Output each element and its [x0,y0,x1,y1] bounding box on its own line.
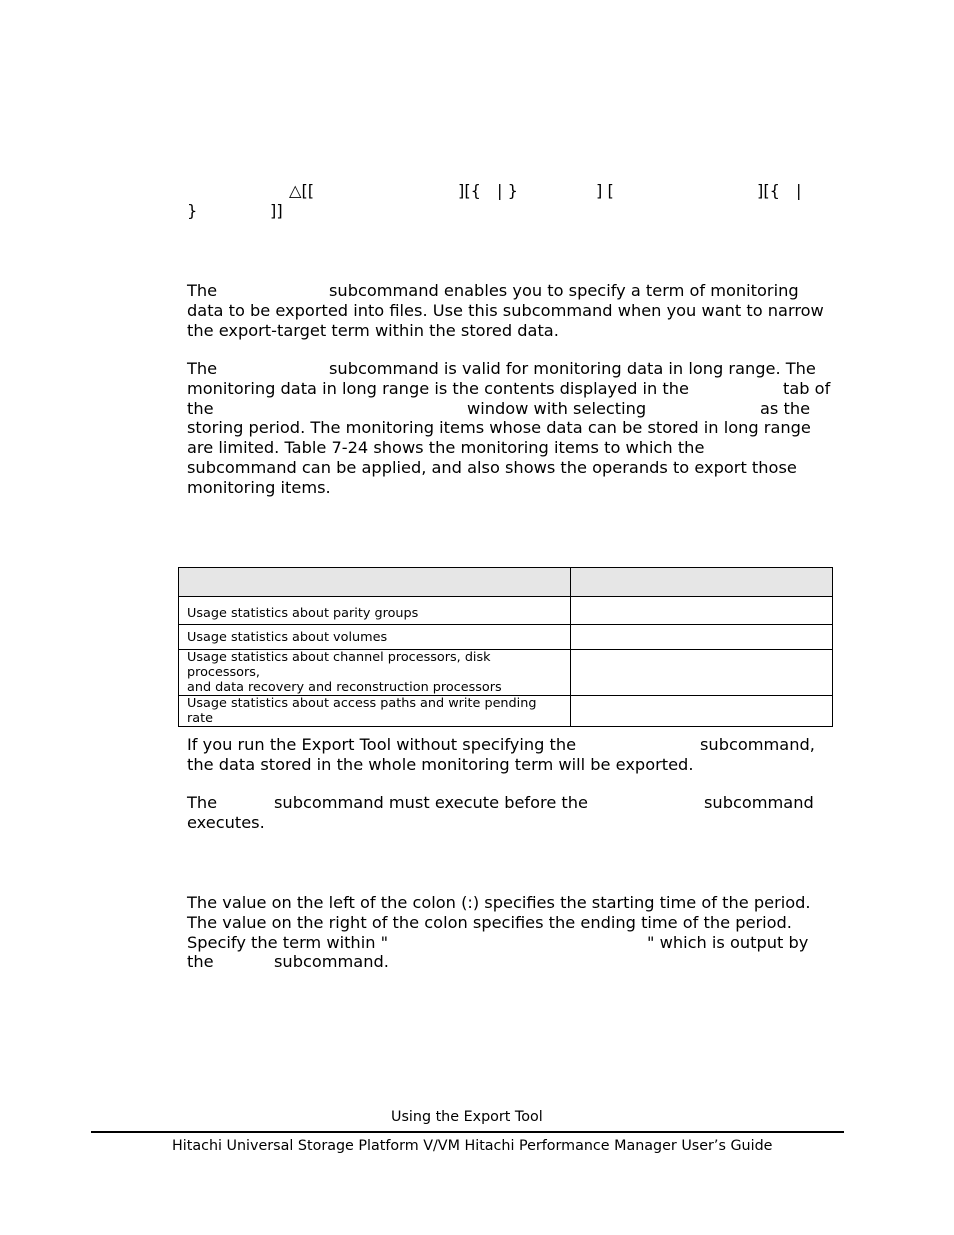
text-line [187,399,847,419]
text-segment: tab of [783,378,831,398]
table-row [179,650,833,696]
text-segment: Specify the term within " [187,932,389,952]
table-row [179,625,833,650]
text-segment: are limited. Table 7-24 shows the monitoring items to which the [187,438,705,458]
text-line [187,913,847,933]
syntax-separator: ][{ [458,181,481,200]
text-segment: The [187,793,218,812]
text-line [187,933,847,953]
text-segment: The value on the right of the colon specifies the ending time of the period. [187,912,792,932]
table-cell-operand [571,650,833,696]
text-line [187,893,847,913]
text-segment: the data stored in the whole monitoring term will be exported. [187,754,694,774]
text-segment: the [187,398,214,418]
monitoring-items-table [178,567,833,727]
description-paragraph-2 [187,359,847,498]
table-row [179,597,833,625]
text-segment: monitoring items. [187,477,331,497]
text-line [187,813,847,833]
text-line [187,478,847,498]
table-cell-operand [571,625,833,650]
description-paragraph-1 [187,281,847,340]
footer-section-title: Using the Export Tool [391,1109,543,1125]
text-segment: subcommand enables you to specify a term of monitoring [329,281,799,300]
footer-divider [91,1131,844,1133]
table-cell-item: Usage statistics about volumes [179,625,571,650]
text-segment: window with selecting [467,398,647,418]
text-segment: data to be exported into files. Use this subcommand when you want to narrow [187,300,824,320]
text-line [187,793,847,813]
syntax-separator: ][{ [757,181,780,200]
table-header-cell-operand [571,568,833,597]
table-cell-line: and data recovery and reconstruction processors [187,680,502,695]
note-paragraph-1 [187,735,847,775]
text-line [187,438,847,458]
note-paragraph-2 [187,793,847,833]
table-cell-operand [571,597,833,625]
syntax-separator: | [796,181,802,200]
text-line [187,301,847,321]
text-segment: executes. [187,812,265,832]
text-line [187,359,847,379]
text-segment: subcommand must execute before the [274,793,588,812]
text-segment: The [187,281,218,300]
text-segment: storing period. The monitoring items whose data can be stored in long range [187,418,811,438]
text-line [187,458,847,478]
text-line [187,321,847,341]
syntax-open-bracket: △[[ [289,181,315,200]
table-header-row [179,568,833,597]
syntax-separator: | } [497,181,518,200]
text-line [187,735,847,755]
text-segment: subcommand. [274,952,389,972]
text-segment: The [187,359,218,378]
text-segment: the export-target term within the stored data. [187,320,559,340]
text-segment: subcommand, [700,735,815,754]
table-cell-item: Usage statistics about parity groups [179,597,571,625]
text-segment: The value on the left of the colon (:) specifies the starting time of the period. [187,893,811,912]
table-header-cell-item [179,568,571,597]
table-cell-line: Usage statistics about channel processors, disk processors, [187,650,491,680]
text-line [187,755,847,775]
text-line [187,952,847,972]
text-segment: monitoring data in long range is the contents displayed in the [187,378,689,398]
text-line [187,281,847,301]
text-segment: If you run the Export Tool without specifying the [187,735,577,754]
table-row [179,696,833,727]
text-segment: subcommand is valid for monitoring data in long range. The [329,359,816,378]
text-line [187,418,847,438]
operand-paragraph [187,893,847,972]
syntax-separator: ] [ [596,181,614,200]
text-segment: subcommand can be applied, and also shows the operands to export those [187,457,797,477]
text-segment: the [187,952,214,972]
table-cell-item [179,650,571,696]
syntax-close-brackets: ]] [270,201,283,220]
text-line [187,379,847,399]
text-segment: as the [760,398,811,418]
text-segment: subcommand [704,793,814,812]
text-segment: " which is output by [647,932,809,952]
footer-guide-title: Hitachi Universal Storage Platform V/VM Hitachi Performance Manager User’s Guide [172,1138,773,1154]
syntax-close-brace: } [187,201,198,220]
table-cell-item: Usage statistics about access paths and write pending rate [179,696,571,727]
table-cell-operand [571,696,833,727]
